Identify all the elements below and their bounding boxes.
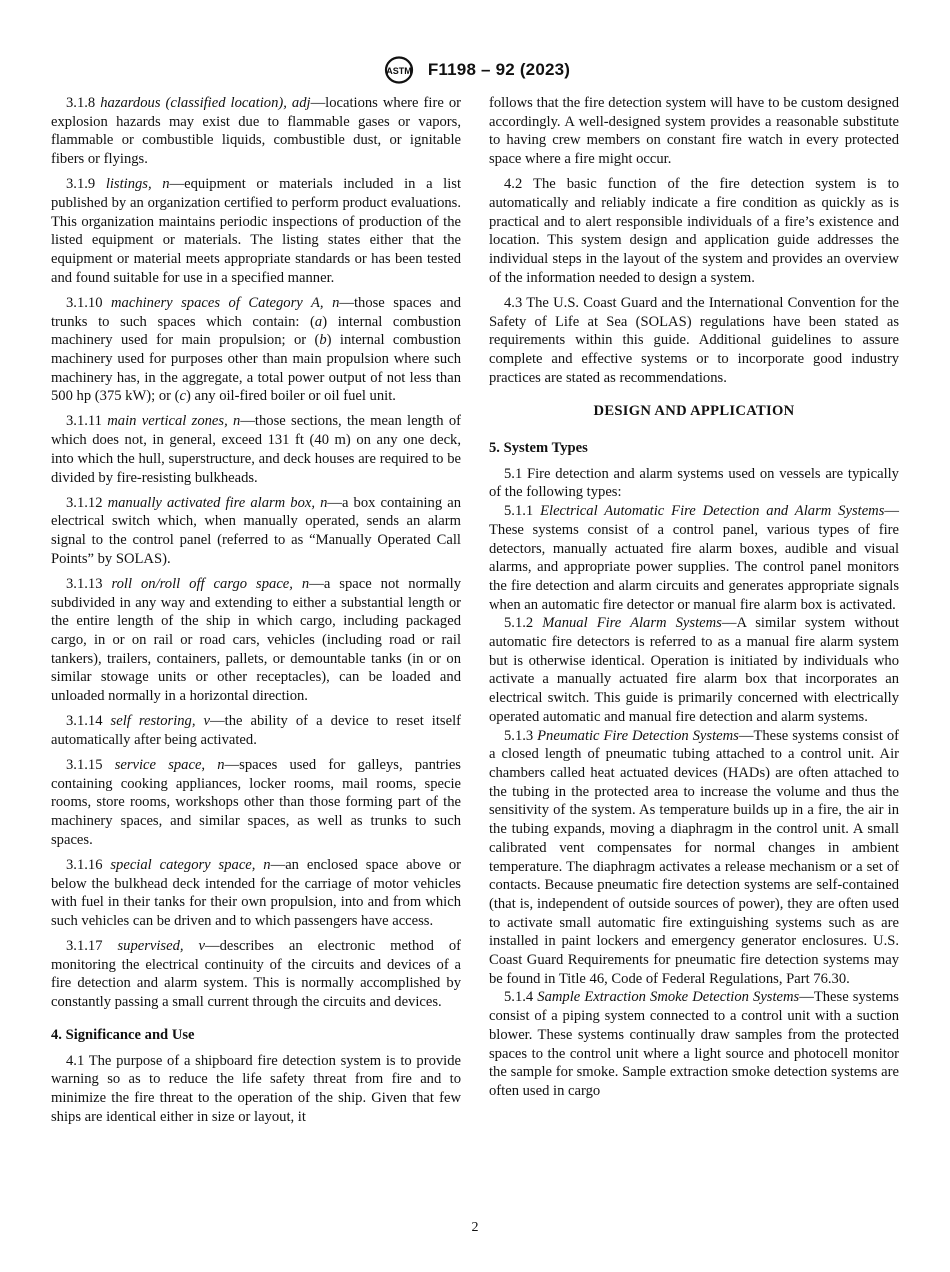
para-5-1-4: 5.1.4 Sample Extraction Smoke Detection Systems—These systems consist of a piping system connected to a control unit with a suction blower. These systems continually draw samples from the protected spaces to the control unit where a light source and photocell monitor the sample for smoke. Sample extraction smoke detection systems are often used in cargo	[489, 989, 899, 1099]
para-3-1-9: 3.1.9 listings, n—equipment or materials included in a list published by an organization certified to perform product evaluations. This organization maintains periodic inspections of production of the listed equipment or materials. The listing states either that the equipment or material meets appropriate standards or has been tested and found suitable for use in a specified manner.	[51, 176, 462, 286]
right-column	[489, 94, 899, 1101]
para-5-1-2: 5.1.2 Manual Fire Alarm Systems—A similar system without automatic fire detectors is referred to as a manual fire alarm system but is otherwise identical. Operation is initiated by individuals who activate a manually actuated fire alarm box that incorporates an electrical switch. This guide is primarily concerned with electrically operated automatic and manual fire detection and alarm systems.	[489, 615, 900, 725]
document-designation: F1198 – 92 (2023)	[427, 60, 571, 79]
para-5-1: 5.1 Fire detection and alarm systems used on vessels are typically of the following types:	[489, 465, 899, 501]
astm-logo-icon	[380, 56, 418, 84]
logo-text: ASTM	[386, 66, 412, 76]
para-3-1-12: 3.1.12 manually activated fire alarm box, n—a box containing an electrical switch which, when manually operated, sends an alarm signal to the control panel (referred to as “Manually Operated Call Points” by SOLAS).	[51, 494, 461, 567]
page-header	[0, 56, 950, 86]
para-3-1-8: 3.1.8 hazardous (classified location), adj—locations where fire or explosion hazards may exist due to flammable gases or vapors, flammable or combustible liquids, combustible dust, or ignitable fibers or flyings.	[51, 95, 461, 168]
para-3-1-10: 3.1.10 machinery spaces of Category A, n—those spaces and trunks to such spaces which contain: (a) internal combustion machinery used for main propulsion; or (b) internal combustion machinery used for purposes other than main propulsion where such machinery has, in the aggregate, a total power output of not less than 500 hp (375 kW); or (c) any oil-fired boiler or oil fuel unit.	[51, 294, 461, 405]
para-4-3: 4.3 The U.S. Coast Guard and the International Convention for the Safety of Life at Sea (SOLAS) regulations have been stated as requirements within this guide. Additional guidelines to assure complete and effective systems or to incorporate good industry practices are stated as recommendations.	[489, 294, 899, 386]
para-3-1-16: 3.1.16 special category space, n—an enclosed space above or below the bulkhead deck intended for the carriage of motor vehicles with fuel in their tanks for their own propulsion, into and from which such vehicles can be driven and to which passengers have access.	[51, 856, 461, 929]
section-5-heading: 5. System Types	[489, 440, 588, 457]
para-5-1-1: 5.1.1 Electrical Automatic Fire Detection and Alarm Systems—These systems consist of a control panel, various types of fire detectors, manually actuated fire alarm boxes, audible and visual alarms, and appropriate power supplies. The control panel monitors the fire detection and alarm circuits and generates appropriate signals when an automatic fire detector or manual fire alarm box is activated.	[489, 503, 899, 613]
para-3-1-15: 3.1.15 service space, n—spaces used for galleys, pantries containing cooking appliances, locker rooms, mail rooms, specie rooms, store rooms, workshops other than those forming part of the machinery spaces, and similar spaces, as well as trunks to such spaces.	[51, 756, 461, 848]
para-3-1-17: 3.1.17 supervised, v—describes an electronic method of monitoring the electrical continuity of the circuits and devices of a fire detection and alarm system. This is normally accomplished by constantly passing a small current through the circuits and devices.	[51, 938, 461, 1011]
section-4-heading: 4. Significance and Use	[51, 1026, 195, 1043]
design-and-application-heading: DESIGN AND APPLICATION	[593, 403, 795, 420]
para-5-1-3: 5.1.3 Pneumatic Fire Detection Systems—These systems consist of a closed length of pneumatic tubing attached to a control unit. Air chambers called heat actuated devices (HADs) are often attached to the tubing in the protected area to increase the volume and thus the sensitivity of the system. As temperature builds up in a fire, the air in the tubing expands, moving a diaphragm in the control unit. A small calibrated vent compensates for normal changes in ambient temperature. The diaphragm activates a release mechanism or a set of contacts. Because pneumatic fire detection systems are self-contained (that is, independent of outside sources of power), they are often used to activate small automatic fire extinguishing systems such as are installed in paint lockers and emergency generator enclosures. U.S. Coast Guard Requirements for pneumatic fire detection systems may be found in Title 46, Code of Federal Regulations, Part 76.30.	[489, 727, 899, 987]
para-3-1-11: 3.1.11 main vertical zones, n—those sections, the mean length of which does not, in general, exceed 131 ft (40 m) on any one deck, into which the hull, superstructure, and deck houses are required to be divided by fire-resisting bulkheads.	[51, 413, 461, 486]
para-4-1-continued: follows that the fire detection system will have to be custom designed accordingly. A well-designed system provides a reasonable substitute to having crew members on constant fire watch in every protected space where a fire might occur.	[489, 95, 899, 168]
left-column	[51, 94, 461, 1126]
page-number: 2	[471, 1220, 479, 1235]
para-4-2: 4.2 The basic function of the fire detection system is to automatically and reliably indicate a fire condition as quickly as is practical and to alert responsible individuals of a fire’s existence and location. This system design and application guide addresses the individual steps in the layout of the system and provides an overview of the information needed to design a system.	[489, 176, 899, 286]
para-4-1: 4.1 The purpose of a shipboard fire detection system is to provide warning so as to reduce the life safety threat from fire and to minimize the fire threat to the operation of the ship. Given that few ships are identical either in size or layout, it	[51, 1052, 461, 1125]
para-3-1-14: 3.1.14 self restoring, v—the ability of a device to reset itself automatically after being activated.	[51, 713, 461, 748]
para-3-1-13: 3.1.13 roll on/roll off cargo space, n—a space not normally subdivided in any way and extending to either a substantial length or the entire length of the ship in which cargo, including packaged cargo, in or on rail or road cars, vehicles (including road or rail tankers), trailers, containers, pallets, or demountable tanks (in or on similar stowage units or other receptacles), can be loaded and unloaded normally in a horizontal direction.	[51, 575, 461, 705]
